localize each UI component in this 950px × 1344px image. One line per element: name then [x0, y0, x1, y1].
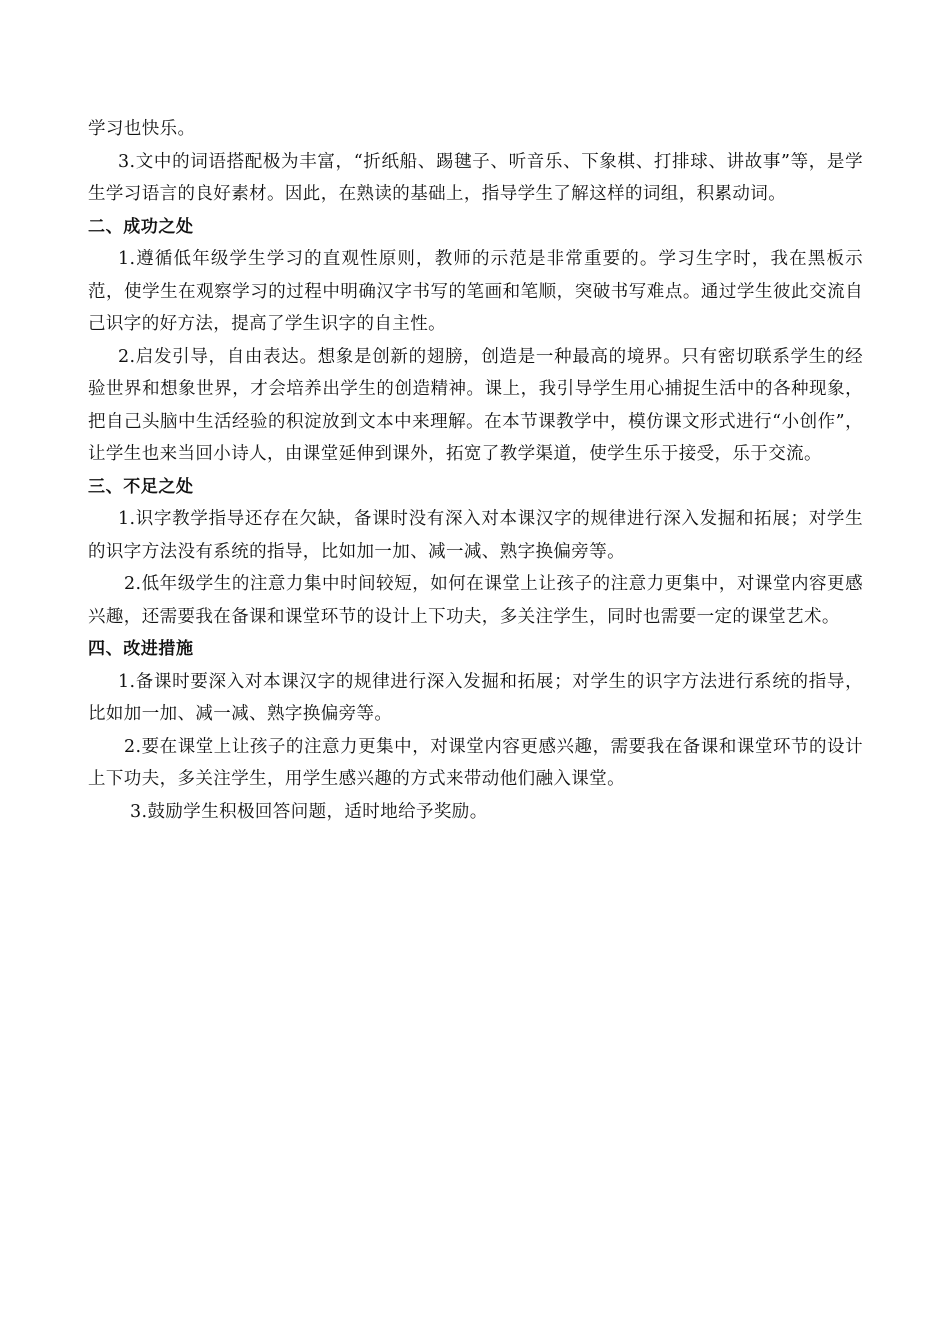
heading-improve: 四、改进措施 [88, 639, 194, 659]
paragraph-1-3: 3.文中的词语搭配极为丰富，“折纸船、踢毽子、听音乐、下象棋、打排球、讲故事”等，是学生学习语言的良好素材。因此，在熟读的基础上，指导学生了解这样的词组，积累动词。 [88, 151, 863, 204]
paragraph-2-2: 2.启发引导，自由表达。想象是创新的翅膀，创造是一种最高的境界。只有密切联系学生的经验世界和想象世界，才会培养出学生的创造精神。课上，我引导学生用心捕捉生活中的各种现象，把自己头脑中生活经验的积淀放到文本中来理解。在本节课教学中，模仿课文形式进行“小创作”，让学生也来当回小诗人，由课堂延伸到课外，拓宽了教学渠道，使学生乐于接受，乐于交流。 [88, 346, 863, 464]
paragraph-intro-tail: 学习也快乐。 [88, 119, 196, 139]
paragraph-3-2: 2.低年级学生的注意力集中时间较短，如何在课堂上让孩子的注意力更集中，对课堂内容更感兴趣，还需要我在备课和课堂环节的设计上下功夫，多关注学生，同时也需要一定的课堂艺术。 [88, 574, 863, 627]
paragraph-3-1: 1.识字教学指导还存在欠缺，备课时没有深入对本课汉字的规律进行深入发掘和拓展；对学生的识字方法没有系统的指导，比如加一加、减一减、熟字换偏旁等。 [88, 509, 863, 562]
paragraph-4-2: 2.要在课堂上让孩子的注意力更集中，对课堂内容更感兴趣，需要我在备课和课堂环节的设计上下功夫，多关注学生，用学生感兴趣的方式来带动他们融入课堂。 [88, 736, 863, 789]
paragraph-4-3: 3.鼓励学生积极回答问题，适时地给予奖励。 [130, 801, 488, 822]
paragraph-4-1: 1.备课时要深入对本课汉字的规律进行深入发掘和拓展；对学生的识字方法进行系统的指导，比如加一加、减一减、熟字换偏旁等。 [88, 671, 863, 724]
document-body [88, 113, 863, 828]
heading-shortcoming: 三、不足之处 [88, 476, 194, 497]
heading-success: 二、成功之处 [88, 216, 194, 237]
paragraph-2-1: 1.遵循低年级学生学习的直观性原则，教师的示范是非常重要的。学习生字时，我在黑板示范，使学生在观察学习的过程中明确汉字书写的笔画和笔顺，突破书写难点。通过学生彼此交流自己识字的好方法，提高了学生识字的自主性。 [88, 249, 863, 334]
